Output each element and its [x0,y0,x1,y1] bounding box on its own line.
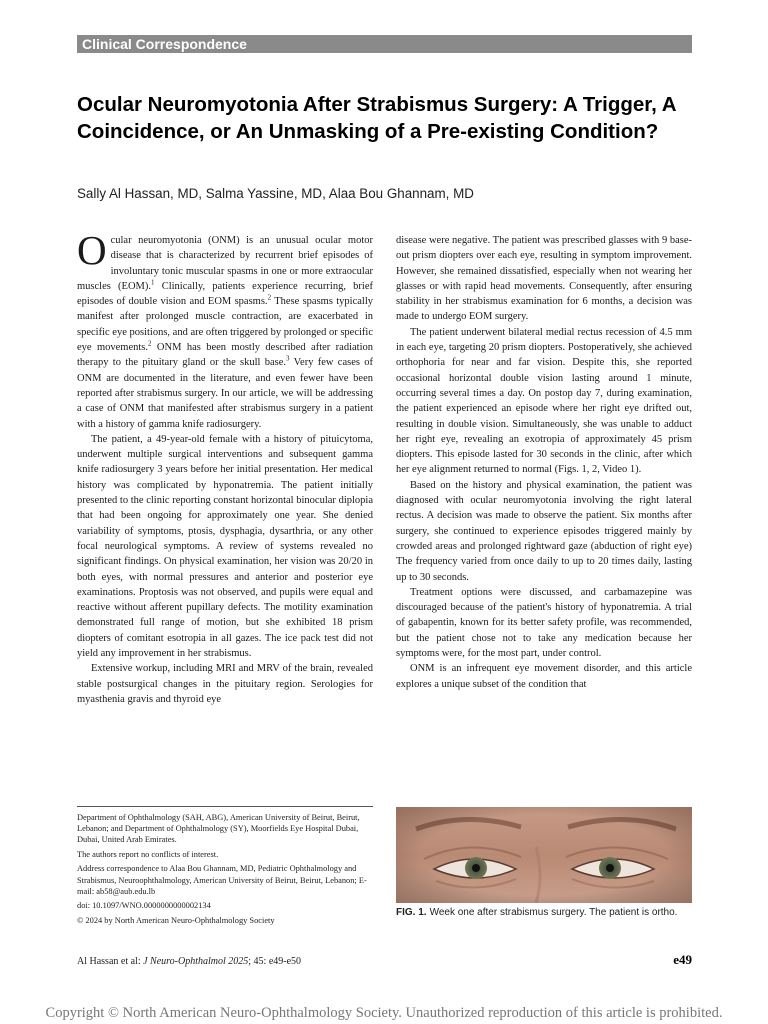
diagnosis-paragraph: Based on the history and physical examination, the patient was diagnosed with ocular neuromyotonia involving the right lateral rectus. A decision was made to observe the patient. Six months after surgery, she continued to experience episodes triggered mainly by crowded areas and prolonged rightward gaze (abduction of right eye) The frequency varied from once daily to up to 20 times daily, lasting up to 30 seconds. [396,479,692,583]
reference-3[interactable]: 3 [286,354,290,363]
patient-eyes-illustration [396,807,692,903]
workup-paragraph: Extensive workup, including MRI and MRV of the brain, revealed stable postsurgical changes in the pituitary region. Serologies for myasthenia gravis and thyroid eye [77,663,373,705]
figure-caption [396,906,692,919]
running-footer-citation [77,955,301,968]
left-column [77,227,373,707]
intro-text-c: These spasms typically manifest after prolonged muscle contraction, are exacerbated in specific eye positions, and are often triggered by prolonged or specific eye movements. [77,296,373,354]
case-history-paragraph: The patient, a 49-year-old female with a history of pituicytoma, underwent multiple surgical interventions and subsequent gamma knife radiosurgery 3 years before her initial presentation. Her medical history was complicated by hyponatremia. The patient initially presented to the clinic reporting constant horizontal binocular diplopia that had been ongoing for approximately one year. She denied variability of symptoms, ptosis, dysphagia, dysarthria, or any other focal neurological symptoms. A review of systems revealed no significant findings. On physical examination, her vision was 20/20 in both eyes, with normal pressures and anterior and posterior eye examinations. Proptosis was not observed, and pupils were equal and reactive without afferent pupillary defects. The motility examination demonstrated full range of motion, but she exhibited 18 prism diopters of comitant esotropia in all gazes. The ice pack test did not yield any improvement in her strabismus. [77,433,373,660]
footnote-divider [77,806,373,807]
intro-text-a: cular neuromyotonia (ONM) is an unusual ocular motor disease that is characterized by recurrent brief episodes of involuntary tonic muscular spasms in one or more extraocular muscles (EOM). [77,235,373,292]
copyright-watermark: Copyright © North American Neuro-Ophthalmology Society. Unauthorized reproduction of this article is prohibited. [45,1005,723,1021]
intro-text-b: Clinically, patients experience recurring, brief episodes of double vision and EOM spasms. [77,280,373,308]
citation-suffix: ; 45: e49-e50 [248,956,302,967]
footnotes [77,812,373,929]
figure-caption-text: Week one after strabismus surgery. The patient is ortho. [429,907,678,918]
intro-paragraph [77,227,373,432]
reference-2b[interactable]: 2 [148,339,152,348]
surgery-paragraph: The patient underwent bilateral medial rectus recession of 4.5 mm in each eye, targeting 20 prism diopters. Postoperatively, she achieved orthophoria for near and far vision. Despite this, she reported occasional horizontal double vision lasting around 1 minute, occurring several times a day. On postop day 7, during examination, the patient experienced an episode where her right eye drifted out, resulting in double vision. Simultaneously, she was unable to adduct her right eye, revealing an exotropia of approximately 45 prism diopters. This episode lasted for 30 seconds in the clinic, after which her eye alignment returned to normal (Figs. 1, 2, Video 1). [396,326,692,476]
page-number: e49 [673,952,692,967]
correspondence: Address correspondence to Alaa Bou Ghannam, MD, Pediatric Ophthalmology and Strabismus, Neuroophthalmology, American University of Beirut, Beirut, Lebanon; E-mail: ab58@aub.edu.lb [77,864,367,896]
doi[interactable]: doi: 10.1097/WNO.0000000000002134 [77,901,211,911]
workup-continued-paragraph: disease were negative. The patient was prescribed glasses with 9 base-out prism diopters over each eye, resulting in symptom improvement. However, she remained dissatisfied, especially when not wearing her glasses or with rapid head movements. Consequently, after ensuring stability in her strabismus examination for 6 months, a decision was made to undergo EOM surgery. [396,235,692,323]
citation-prefix: Al Hassan et al: [77,956,144,967]
journal-name: J Neuro-Ophthalmol 2025 [143,956,249,967]
journal-copyright: © 2024 by North American Neuro-Ophthalmology Society [77,915,275,925]
affiliations: Department of Ophthalmology (SAH, ABG), American University of Beirut, Beirut, Lebanon; and Department of Ophthalmology (SY), Moorfields Eye Hospital Dubai, Dubai, United Arab Emirates. [77,813,360,845]
intro-text-e: Very few cases of ONM are documented in the literature, and even fewer have been reported after strabismus surgery. In our article, we will be addressing a case of ONM that manifested after strabismus surgery in a patient with a history of gamma knife radiosurgery. [77,357,373,430]
patient-eyes-photo [396,807,692,903]
treatment-paragraph: Treatment options were discussed, and carbamazepine was discouraged because of the patient's history of hyponatremia. A trial of gabapentin, known for its better safety profile, was recommended, but the patient chose not to take any medication because her symptoms were, for the most part, under control. [396,586,692,660]
reference-1[interactable]: 1 [151,278,155,287]
discussion-paragraph: ONM is an infrequent eye movement disorder, and this article explores a unique subset of the condition that [396,663,692,690]
right-column [396,233,692,692]
drop-cap: O [77,227,107,273]
article-title: Ocular Neuromyotonia After Strabismus Surgery: A Trigger, A Coincidence, or An Unmasking of a Pre-existing Condition? [77,93,676,143]
reference-2[interactable]: 2 [267,293,272,302]
conflict-statement: The authors report no conflicts of interest. [77,849,219,859]
section-label: Clinical Correspondence [77,35,692,53]
author-list: Sally Al Hassan, MD, Salma Yassine, MD, Alaa Bou Ghannam, MD [77,186,474,201]
figure-label: FIG. 1. [396,907,427,918]
intro-text-d: ONM has been mostly described after radiation therapy to the pituitary gland or the skull base. [77,342,373,369]
